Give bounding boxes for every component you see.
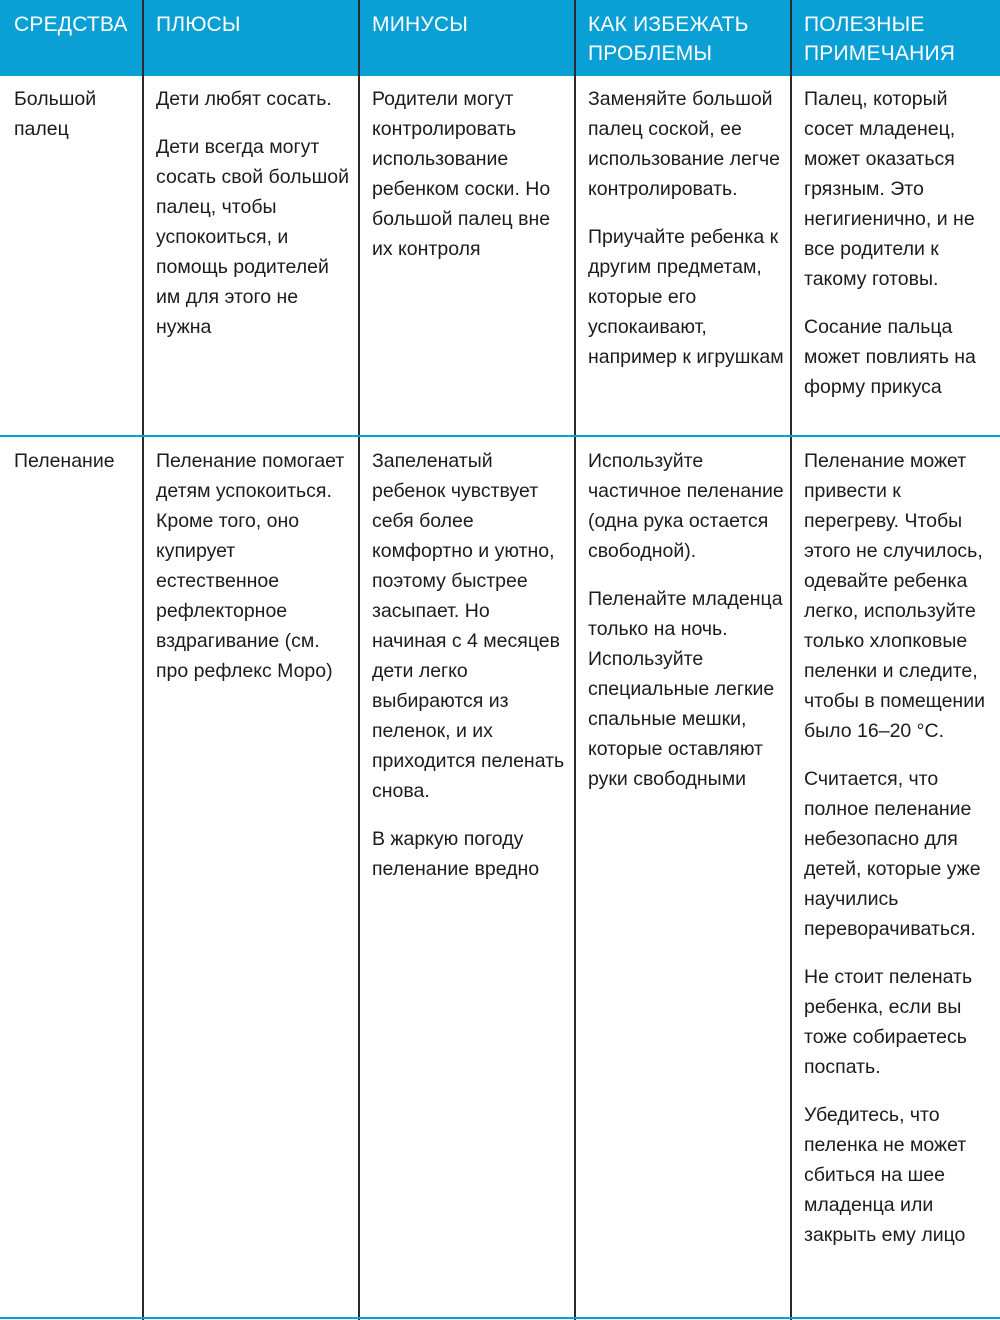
row-divider [0, 1317, 1000, 1319]
cell-pros [156, 84, 352, 342]
notes-paragraph: Считается, что полное пеленание небезопасно для детей, которые уже научились переворачиваться. [804, 768, 981, 940]
cons-paragraph: В жаркую погоду пеленание вредно [372, 828, 540, 880]
tool-name: Пеленание [14, 450, 115, 472]
notes-paragraph: Палец, который сосет младенец, может оказаться грязным. Это негигиенично, и не все родители к такому готовы. [804, 88, 975, 290]
column-divider [574, 0, 576, 1320]
cell-cons [372, 446, 568, 884]
cell-pros [156, 446, 352, 686]
avoid-paragraph: Используйте частичное пеленание (одна рука остается свободной). [588, 450, 784, 562]
cell-avoid [588, 84, 784, 372]
notes-paragraph: Сосание пальца может повлиять на форму прикуса [804, 316, 976, 398]
header-cons: МИНУСЫ [372, 13, 469, 36]
pros-paragraph: Дети любят сосать. [156, 88, 332, 110]
cons-paragraph: Родители могут контролировать использование ребенком соски. Но большой палец вне их контроля [372, 88, 551, 260]
avoid-paragraph: Пеленайте младенца только на ночь. Используйте специальные легкие спальные мешки, которые оставляют руки свободными [588, 588, 783, 790]
cell-cons [372, 84, 568, 264]
header-avoid-problems: КАК ИЗБЕЖАТЬ ПРОБЛЕМЫ [588, 13, 749, 65]
cell-avoid [588, 446, 784, 794]
table-header [0, 0, 1000, 76]
notes-paragraph: Убедитесь, что пеленка не может сбиться на шее младенца или закрыть ему лицо [804, 1104, 967, 1246]
row-divider [0, 435, 1000, 437]
notes-paragraph: Не стоит пеленать ребенка, если вы тоже собираетесь поспать. [804, 966, 973, 1078]
column-divider [790, 0, 792, 1320]
header-useful-notes: ПОЛЕЗНЫЕ ПРИМЕЧАНИЯ [804, 13, 956, 65]
notes-paragraph: Пеленание может привести к перегреву. Чтобы этого не случилось, одевайте ребенка легко, используйте только хлопковые пеленки и следите, чтобы в помещении было 16–20 °C. [804, 450, 985, 742]
header-pros: ПЛЮСЫ [156, 13, 241, 36]
avoid-paragraph: Заменяйте большой палец соской, ее использование легче контролировать. [588, 88, 780, 200]
cell-notes [804, 84, 998, 402]
column-divider [142, 0, 144, 1320]
table-row-thumb-tool [14, 84, 136, 144]
column-divider [358, 0, 360, 1320]
cell-notes [804, 446, 998, 1250]
avoid-paragraph: Приучайте ребенка к другим предметам, которые его успокаивают, например к игрушкам [588, 226, 784, 368]
cons-paragraph: Запеленатый ребенок чувствует себя более комфортно и уютно, поэтому быстрее засыпает. Но начиная с 4 месяцев дети легко выбираются из пеленок, и их приходится пеленать снова. [372, 450, 565, 802]
pros-paragraph: Дети всегда могут сосать свой большой палец, чтобы успокоиться, и помощь родителей им для этого не нужна [156, 136, 350, 338]
tool-name: Большой палец [14, 88, 97, 140]
header-tools: СРЕДСТВА [14, 13, 128, 36]
pros-paragraph: Пеленание помогает детям успокоиться. Кроме того, оно купирует естественное рефлекторное вздрагивание (см. про рефлекс Моро) [156, 450, 345, 682]
table-row-swaddling-tool [14, 446, 136, 476]
